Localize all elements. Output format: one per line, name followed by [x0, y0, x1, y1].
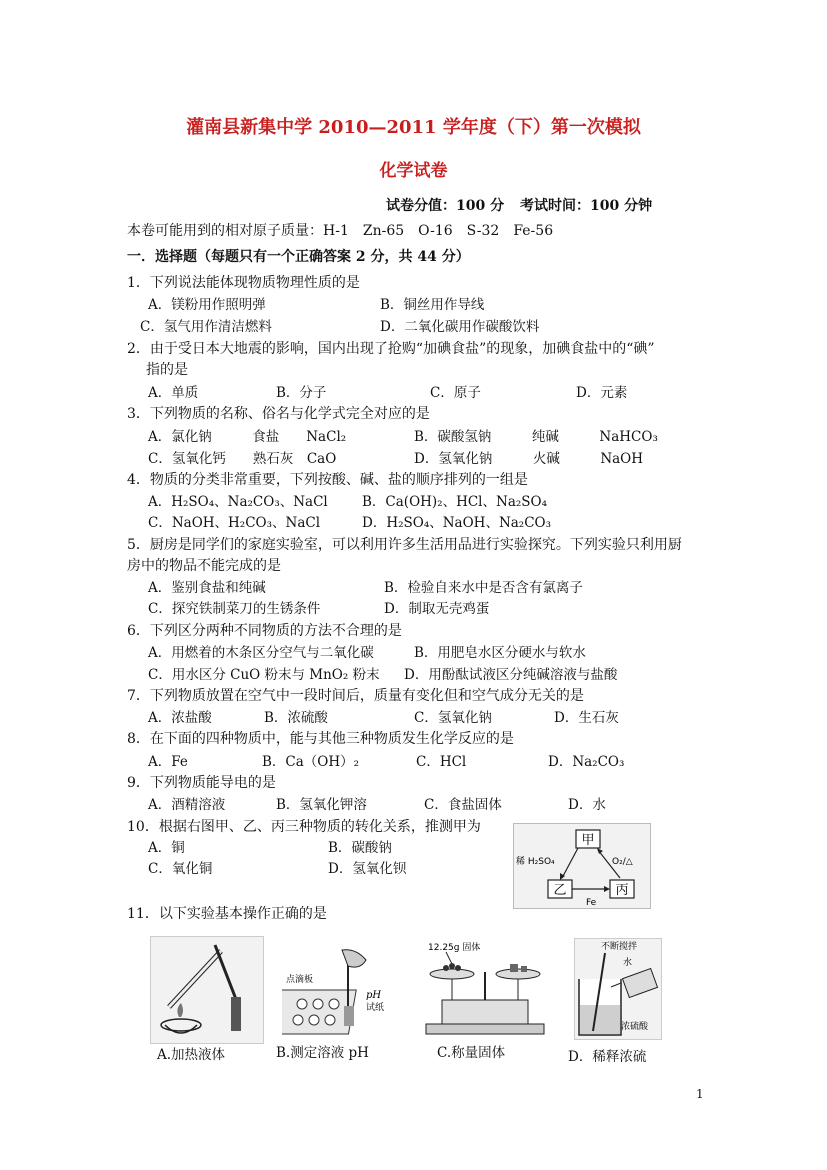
q10-option-b: B．碳酸钠 [328, 840, 392, 856]
q7-option-c: C．氢氧化钠 [414, 710, 492, 726]
q2-option-b: B．分子 [276, 385, 327, 401]
q8-option-b: B．Ca（OH）₂ [262, 754, 360, 770]
q8-stem: 8．在下面的四种物质中，能与其他三种物质发生化学反应的是 [127, 731, 514, 747]
label-test-paper: 试纸 [366, 1003, 385, 1013]
section-heading: 一．选择题（每题只有一个正确答案 2 分，共 44 分） [127, 249, 470, 265]
q1-stem: 1．下列说法能体现物质物理性质的是 [127, 275, 360, 291]
q6-option-c: C．用水区分 CuO 粉末与 MnO₂ 粉末 [148, 667, 380, 683]
q8-option-d: D．Na₂CO₃ [548, 754, 625, 770]
q3-option-d: D．氢氧化钠 火碱 NaOH [414, 451, 644, 467]
q11-figure-a [150, 936, 264, 1044]
q4-option-b: B．Ca(OH)₂、HCl、Na₂SO₄ [362, 494, 548, 510]
q3-option-b: B．碳酸氢钠 纯碱 NaHCO₃ [414, 429, 658, 445]
q9-option-a: A．酒精溶液 [148, 797, 226, 813]
q3-option-c: C．氢氧化钙 熟石灰 CaO [148, 451, 337, 467]
q11-figure-b [282, 946, 386, 1040]
q3-option-a: A．氯化钠 食盐 NaCl₂ [148, 429, 347, 445]
atomic-masses: 本卷可能用到的相对原子质量：H-1 Zn-65 O-16 S-32 Fe-56 [127, 223, 554, 239]
q9-option-b: B．氢氧化钾溶 [276, 797, 367, 813]
label-jia: 甲 [581, 833, 595, 848]
q10-diagram-svg [514, 824, 650, 908]
q4-option-a: A．H₂SO₄、Na₂CO₃、NaCl [148, 494, 328, 510]
time-info: 考试时间：100 分钟 [520, 198, 653, 214]
q4-option-c: C．NaOH、H₂CO₃、NaCl [148, 515, 321, 531]
q11-stem: 11．以下实验基本操作正确的是 [127, 906, 327, 922]
q5-stem-continued: 房中的物品不能完成的是 [127, 558, 281, 574]
label-mass: 12.25g 固体 [428, 943, 481, 953]
q11-caption-b: B.测定溶液 pH [276, 1045, 369, 1061]
label-oxygen-heat: O₂/△ [612, 857, 633, 867]
q11-figure-c [422, 938, 548, 1036]
q11-caption-d: D．稀释浓硫 [568, 1049, 647, 1065]
q1-option-d: D．二氧化碳用作碳酸饮料 [380, 319, 540, 335]
q1-option-a: A．镁粉用作照明弹 [148, 297, 266, 313]
q7-option-b: B．浓硫酸 [264, 710, 328, 726]
q10-option-d: D．氢氧化钡 [328, 861, 407, 877]
q1-option-b: B．铜丝用作导线 [380, 297, 485, 313]
q7-option-a: A．浓盐酸 [148, 710, 212, 726]
q9-option-c: C．食盐固体 [424, 797, 502, 813]
q9-stem: 9．下列物质能导电的是 [127, 775, 276, 791]
exam-subtitle: 化学试卷 [379, 161, 448, 181]
ph-paper [344, 1006, 354, 1026]
arrowhead-bing [604, 886, 610, 892]
q6-option-b: B．用肥皂水区分硬水与软水 [414, 645, 586, 661]
q1-option-c: C．氢气用作清洁燃料 [140, 319, 272, 335]
hand [342, 950, 366, 967]
balance-body [442, 1000, 528, 1024]
q8-option-c: C．HCl [416, 754, 467, 770]
exam-title: 灌南县新集中学 2010—2011 学年度（下）第一次模拟 [186, 117, 641, 138]
q10-conversion-diagram [513, 823, 651, 909]
label-conc-acid: 浓硫酸 [621, 1022, 649, 1032]
arrow-jia-yi [562, 848, 578, 878]
q8-option-a: A．Fe [148, 754, 188, 770]
q6-option-d: D．用酚酞试液区分纯碱溶液与盐酸 [404, 667, 618, 683]
reagent-bottle [622, 968, 657, 997]
weight [510, 964, 518, 972]
q7-option-d: D．生石灰 [554, 710, 619, 726]
q10-stem: 10．根据右图甲、乙、丙三种物质的转化关系，推测甲为 [127, 819, 481, 835]
label-fe: Fe [586, 898, 597, 908]
q4-option-d: D．H₂SO₄、NaOH、Na₂CO₃ [362, 515, 552, 531]
q5-option-c: C．探究铁制菜刀的生锈条件 [148, 601, 321, 617]
label-water: 水 [623, 958, 633, 968]
arrowhead-jia [597, 848, 603, 854]
holder-handle [231, 997, 241, 1031]
score-info: 试卷分值：100 分 [386, 198, 505, 214]
ph-test-svg [282, 946, 386, 1040]
label-bing: 丙 [615, 883, 629, 898]
q2-stem-continued: 指的是 [146, 362, 188, 378]
balance-svg [422, 938, 548, 1036]
q2-stem: 2．由于受日本大地震的影响，国内出现了抢购“加碘食盐”的现象，加碘食盐中的“碘” [127, 341, 655, 357]
alcohol-lamp [161, 1019, 201, 1031]
left-pan [430, 969, 474, 979]
flame [177, 1003, 183, 1017]
q6-option-a: A．用燃着的木条区分空气与二氧化碳 [148, 645, 374, 661]
page-number: 1 [696, 1087, 704, 1101]
q6-stem: 6．下列区分两种不同物质的方法不合理的是 [127, 623, 402, 639]
balance-base [426, 1024, 544, 1034]
q5-option-a: A．鉴别食盐和纯碱 [148, 580, 266, 596]
label-ph: pH [366, 990, 382, 1001]
q5-stem: 5．厨房是同学们的家庭实验室，可以利用许多生活用品进行实验探究。下列实验只利用厨 [127, 537, 682, 553]
acid-liquid [580, 1005, 620, 1034]
q11-caption-c: C.称量固体 [437, 1045, 506, 1061]
label-stir: 不断搅拌 [601, 942, 638, 952]
label-spot-plate: 点滴板 [286, 975, 314, 985]
q5-option-d: D．制取无壳鸡蛋 [384, 601, 490, 617]
dilution-svg [575, 939, 661, 1039]
q4-stem: 4．物质的分类非常重要，下列按酸、碱、盐的顺序排列的一组是 [127, 472, 528, 488]
q2-option-a: A．单质 [148, 385, 199, 401]
heating-liquid-svg [151, 937, 263, 1043]
q2-option-d: D．元素 [576, 385, 628, 401]
q7-stem: 7．下列物质放置在空气中一段时间后，质量有变化但和空气成分无关的是 [127, 688, 584, 704]
q9-option-d: D．水 [568, 797, 606, 813]
q10-option-a: A．铜 [148, 840, 185, 856]
label-dilute-acid: 稀 H₂SO₄ [516, 857, 555, 867]
q10-option-c: C．氧化铜 [148, 861, 213, 877]
q5-option-b: B．检验自来水中是否含有氯离子 [384, 580, 583, 596]
q3-stem: 3．下列物质的名称、俗名与化学式完全对应的是 [127, 406, 430, 422]
q2-option-c: C．原子 [430, 385, 481, 401]
q11-caption-a: A.加热液体 [157, 1047, 226, 1063]
q11-figure-d [574, 938, 662, 1040]
label-yi: 乙 [553, 883, 567, 898]
